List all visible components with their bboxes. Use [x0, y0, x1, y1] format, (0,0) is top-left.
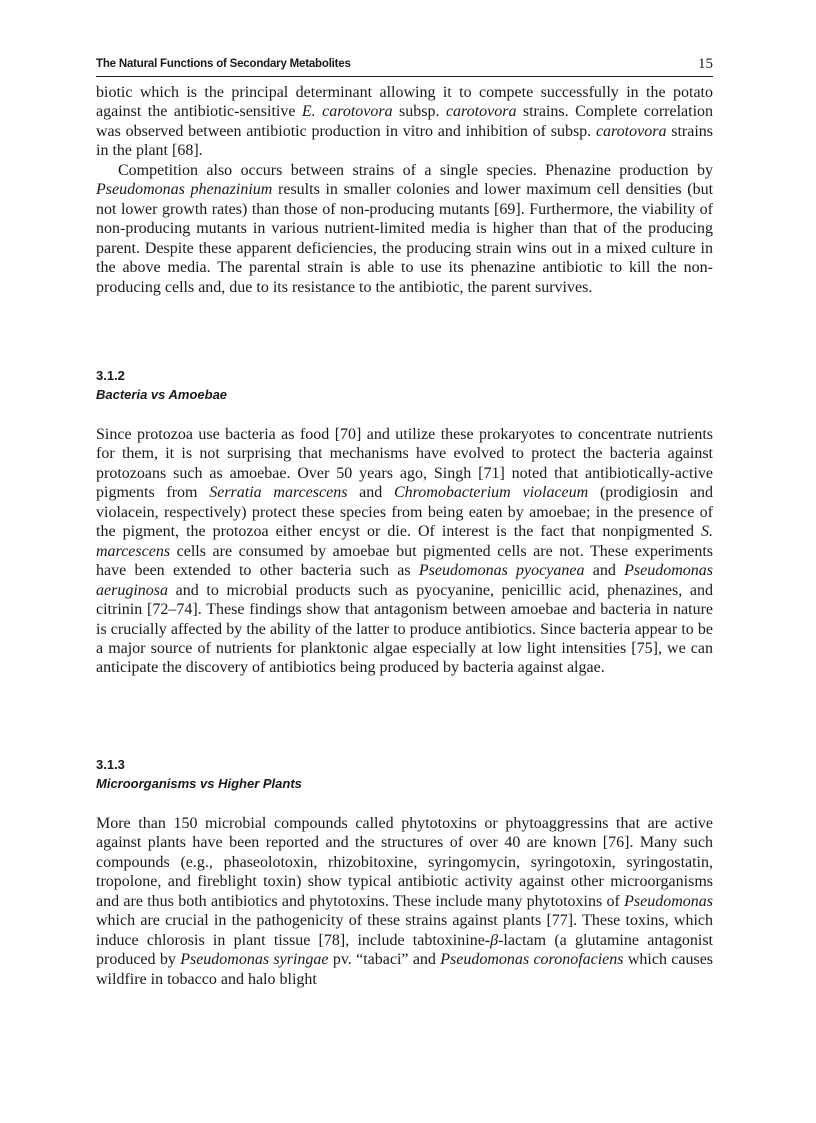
italic-term: Pseudomonas coronofaciens [440, 951, 624, 969]
paragraph: Competition also occurs between strains of a single species. Phenazine production by Pseudomonas phenazinium results in smaller colonies and lower maximum cell densities (but not lower growth rates) than those of non-producing mutants [69]. Furthermore, the viability of non-producing mutants in various nutrient-limited media is higher than that of the producing parent. Despite these apparent deficiencies, the producing strain wins out in a mixed culture in the above media. The parental strain is able to use its phenazine antibiotic to kill the non-producing cells and, due to its resistance to the antibiotic, the parent survives. [96, 161, 714, 296]
paragraph: More than 150 microbial compounds called phytotoxins or phytoaggressins that are active against plants have been reported and the structures of over 40 are known [76]. Many such compounds (e.g., phaseolotoxin, rhizobitoxine, syringomycin, syringotoxin, syringostatin, tropolone, and fireblight toxin) show typical antibiotic activity against other microorganisms and are thus both antibiotics and phytotoxins. These include many phytotoxins of Pseudomonas which are crucial in the pathogenicity of these strains against plants [77]. These toxins, which induce chlorosis in plant tissue [78], include tabtoxinine-β-lactam (a glutamine antagonist produced by Pseudomonas syringae pv. “tabaci” and Pseudomonas coronofaciens which causes wildfire in tobacco and halo blight [96, 815, 714, 988]
section-body-3-1-2 [96, 425, 713, 678]
paragraph: biotic which is the principal determinant allowing it to compete successfully in the potato against the antibiotic-sensitive E. carotovora subsp. carotovora strains. Complete correlation was observed between antibiotic production in vitro and inhibition of subsp. carotovora strains in the plant [68]. [96, 84, 714, 160]
italic-term: Chromobacterium violaceum [394, 484, 589, 502]
paragraph: Since protozoa use bacteria as food [70] and utilize these prokaryotes to concentrate nutrients for them, it is not surprising that mechanisms have evolved to protect the bacteria against protozoans such as amoebae. Over 50 years ago, Singh [71] noted that antibiotically-active pigments from Serratia marcescens and Chromobacterium violaceum (prodigiosin and violacein, respectively) protect these species from being eaten by amoebae; in the presence of the pigment, the protozoa either encyst or die. Of interest is the fact that nonpigmented S. marcescens cells are consumed by amoebae but pigmented cells are not. These experiments have been extended to other bacteria such as Pseudomonas pyocyanea and Pseudomonas aeruginosa and to microbial products such as pyocyanine, penicillic acid, phenazines, and citrinin [72–74]. These findings show that antagonism between amoebae and bacteria in nature is crucially affected by the ability of the latter to produce antibiotics. Since bacteria appear to be a major source of nutrients for planktonic algae especially at low light intensities [75], we can anticipate the discovery of antibiotics being produced by bacteria against algae. [96, 426, 713, 677]
italic-term: β [490, 931, 499, 949]
section-number: 3.1.2 [96, 368, 125, 383]
italic-term: Pseudomonas pyocyanea [418, 562, 585, 580]
italic-term: S. marcescens [96, 523, 713, 560]
section-title: Bacteria vs Amoebae [96, 387, 228, 402]
italic-term: carotovora [595, 122, 667, 140]
italic-term: Pseudomonas syringae [180, 951, 329, 969]
page-number: 15 [698, 56, 713, 72]
section-body-3-1-3 [96, 814, 713, 989]
section-number: 3.1.3 [96, 757, 125, 772]
italic-term: Pseudomonas [624, 892, 713, 910]
running-title: The Natural Functions of Secondary Metabolites [96, 58, 351, 70]
italic-term: Serratia marcescens [209, 484, 348, 502]
italic-term: carotovora [445, 103, 517, 121]
italic-term: Pseudomonas aeruginosa [96, 562, 713, 599]
italic-term: Pseudomonas phenazinium [96, 181, 273, 199]
section-title: Microorganisms vs Higher Plants [96, 776, 302, 791]
section-body-continued [96, 83, 713, 297]
running-header [96, 56, 713, 77]
italic-term: E. carotovora [301, 103, 393, 121]
